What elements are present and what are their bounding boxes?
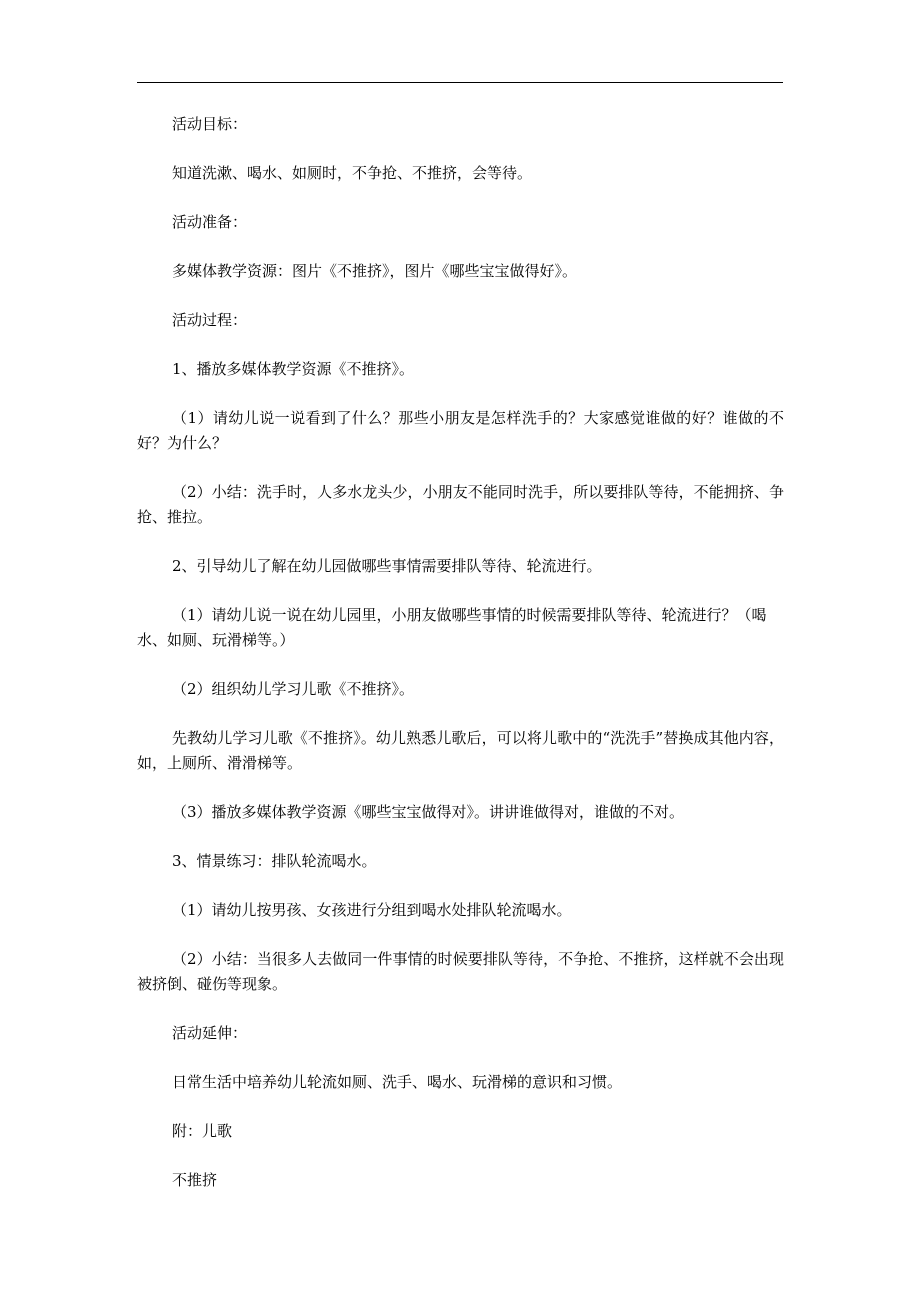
heading-activity-process: 活动过程： bbox=[172, 311, 248, 329]
step-1-item-1: （1）请幼儿说一说看到了什么？那些小朋友是怎样洗手的？大家感觉谁做的好？谁做的不好？为什么？ bbox=[137, 409, 784, 452]
heading-activity-extension: 活动延伸： bbox=[172, 1024, 248, 1042]
step-2-item-1: （1）请幼儿说一说在幼儿园里，小朋友做哪些事情的时候需要排队等待、轮流进行？（喝水、如厕、玩滑梯等。） bbox=[137, 606, 767, 649]
paragraph-prep: 多媒体教学资源：图片《不推挤》，图片《哪些宝宝做得好》。 bbox=[172, 262, 578, 280]
step-2-item-2: （2）组织幼儿学习儿歌《不推挤》。 bbox=[172, 680, 415, 698]
step-2-note: 先教幼儿学习儿歌《不推挤》。幼儿熟悉儿歌后，可以将儿歌中的“洗洗手”替换成其他内容，如，上厕所、滑滑梯等。 bbox=[137, 729, 784, 772]
appendix-label: 附：儿歌 bbox=[172, 1122, 233, 1140]
paragraph-goal: 知道洗漱、喝水、如厕时，不争抢、不推挤，会等待。 bbox=[172, 164, 533, 182]
step-2: 2、引导幼儿了解在幼儿园做哪些事情需要排队等待、轮流进行。 bbox=[172, 557, 602, 575]
step-3: 3、情景练习：排队轮流喝水。 bbox=[172, 852, 377, 870]
document-body bbox=[137, 112, 784, 1193]
header-rule bbox=[137, 82, 783, 83]
heading-activity-goal: 活动目标： bbox=[172, 115, 248, 133]
step-1-item-2: （2）小结：洗手时，人多水龙头少，小朋友不能同时洗手，所以要排队等待，不能拥挤、争抢、推拉。 bbox=[137, 483, 784, 526]
song-title: 不推挤 bbox=[172, 1171, 218, 1189]
heading-activity-prep: 活动准备： bbox=[172, 213, 248, 231]
step-3-item-2: （2）小结：当很多人去做同一件事情的时候要排队等待，不争抢、不推挤，这样就不会出现被挤倒、碰伤等现象。 bbox=[137, 950, 784, 993]
step-1: 1、播放多媒体教学资源《不推挤》。 bbox=[172, 360, 415, 378]
step-2-item-3: （3）播放多媒体教学资源《哪些宝宝做得对》。讲讲谁做得对，谁做的不对。 bbox=[172, 803, 685, 821]
step-3-item-1: （1）请幼儿按男孩、女孩进行分组到喝水处排队轮流喝水。 bbox=[172, 901, 572, 919]
paragraph-extension: 日常生活中培养幼儿轮流如厕、洗手、喝水、玩滑梯的意识和习惯。 bbox=[172, 1073, 623, 1091]
